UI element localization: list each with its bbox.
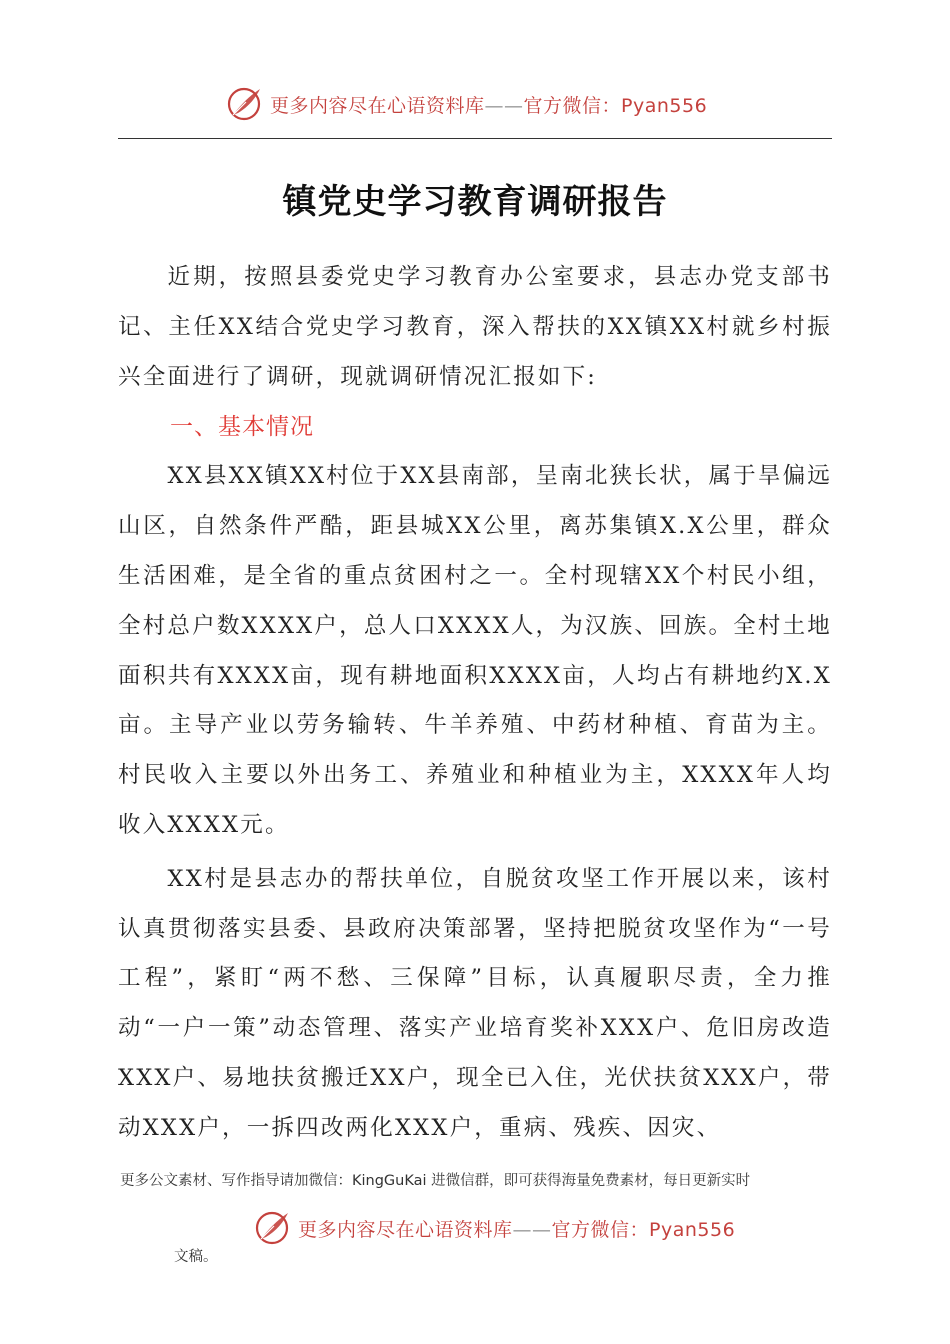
- section-paragraph: XX县XX镇XX村位于XX县南部，呈南北狭长状，属于旱偏远山区，自然条件严酷，距县城XX公里，离苏集镇X.X公里，群众生活困难，是全省的重点贫困村之一。全村现辖XX个村民小组，全村总户数XXXX户，总人口XXXX人，为汉族、回族。全村土地面积共有XXXX亩，现有耕地面积XXXX亩，人均占有耕地约X.X亩。主导产业以劳务输转、牛羊养殖、中药材种植、育苗为主。村民收入主要以外出务工、养殖业和种植业为主，XXXX年人均收入XXXX元。: [118, 463, 832, 838]
- feather-pen-logo-icon: [252, 1208, 292, 1248]
- intro-paragraph: 近期，按照县委党史学习教育办公室要求，县志办党支部书记、主任XX结合党史学习教育，深入帮扶的XX镇XX村就乡村振兴全面进行了调研，现就调研情况汇报如下:: [118, 264, 832, 390]
- footer-note: 更多公文素材、写作指导请加微信：KingGuKai 进微信群，即可获得海量免费素材，每日更新实时: [120, 1173, 751, 1189]
- watermark-text: 更多内容尽在心语资料库——官方微信：Pyan556: [270, 94, 708, 117]
- header-watermark: [224, 84, 724, 124]
- feather-pen-logo-icon: [224, 84, 264, 124]
- document-body: [118, 253, 832, 1154]
- footer-note-continued: 文稿。: [174, 1249, 218, 1265]
- section-heading-basic: 一、基本情况: [170, 414, 314, 441]
- section-paragraph: XX村是县志办的帮扶单位，自脱贫攻坚工作开展以来，该村认真贯彻落实县委、县政府决策部署，坚持把脱贫攻坚作为“一号工程”，紧盯“两不愁、三保障”目标，认真履职尽责，全力推动“一户一策”动态管理、落实产业培育奖补XXX户、危旧房改造XXX户、易地扶贫搬迁XX户，现全已入住，光伏扶贫XXX户，带动XXX户，一拆四改两化XXX户，重病、残疾、因灾、: [118, 865, 832, 1141]
- header-rule: [118, 138, 832, 139]
- page-title: 镇党史学习教育调研报告: [282, 182, 668, 222]
- footer-watermark: [252, 1208, 752, 1248]
- watermark-text: 更多内容尽在心语资料库——官方微信：Pyan556: [298, 1218, 736, 1241]
